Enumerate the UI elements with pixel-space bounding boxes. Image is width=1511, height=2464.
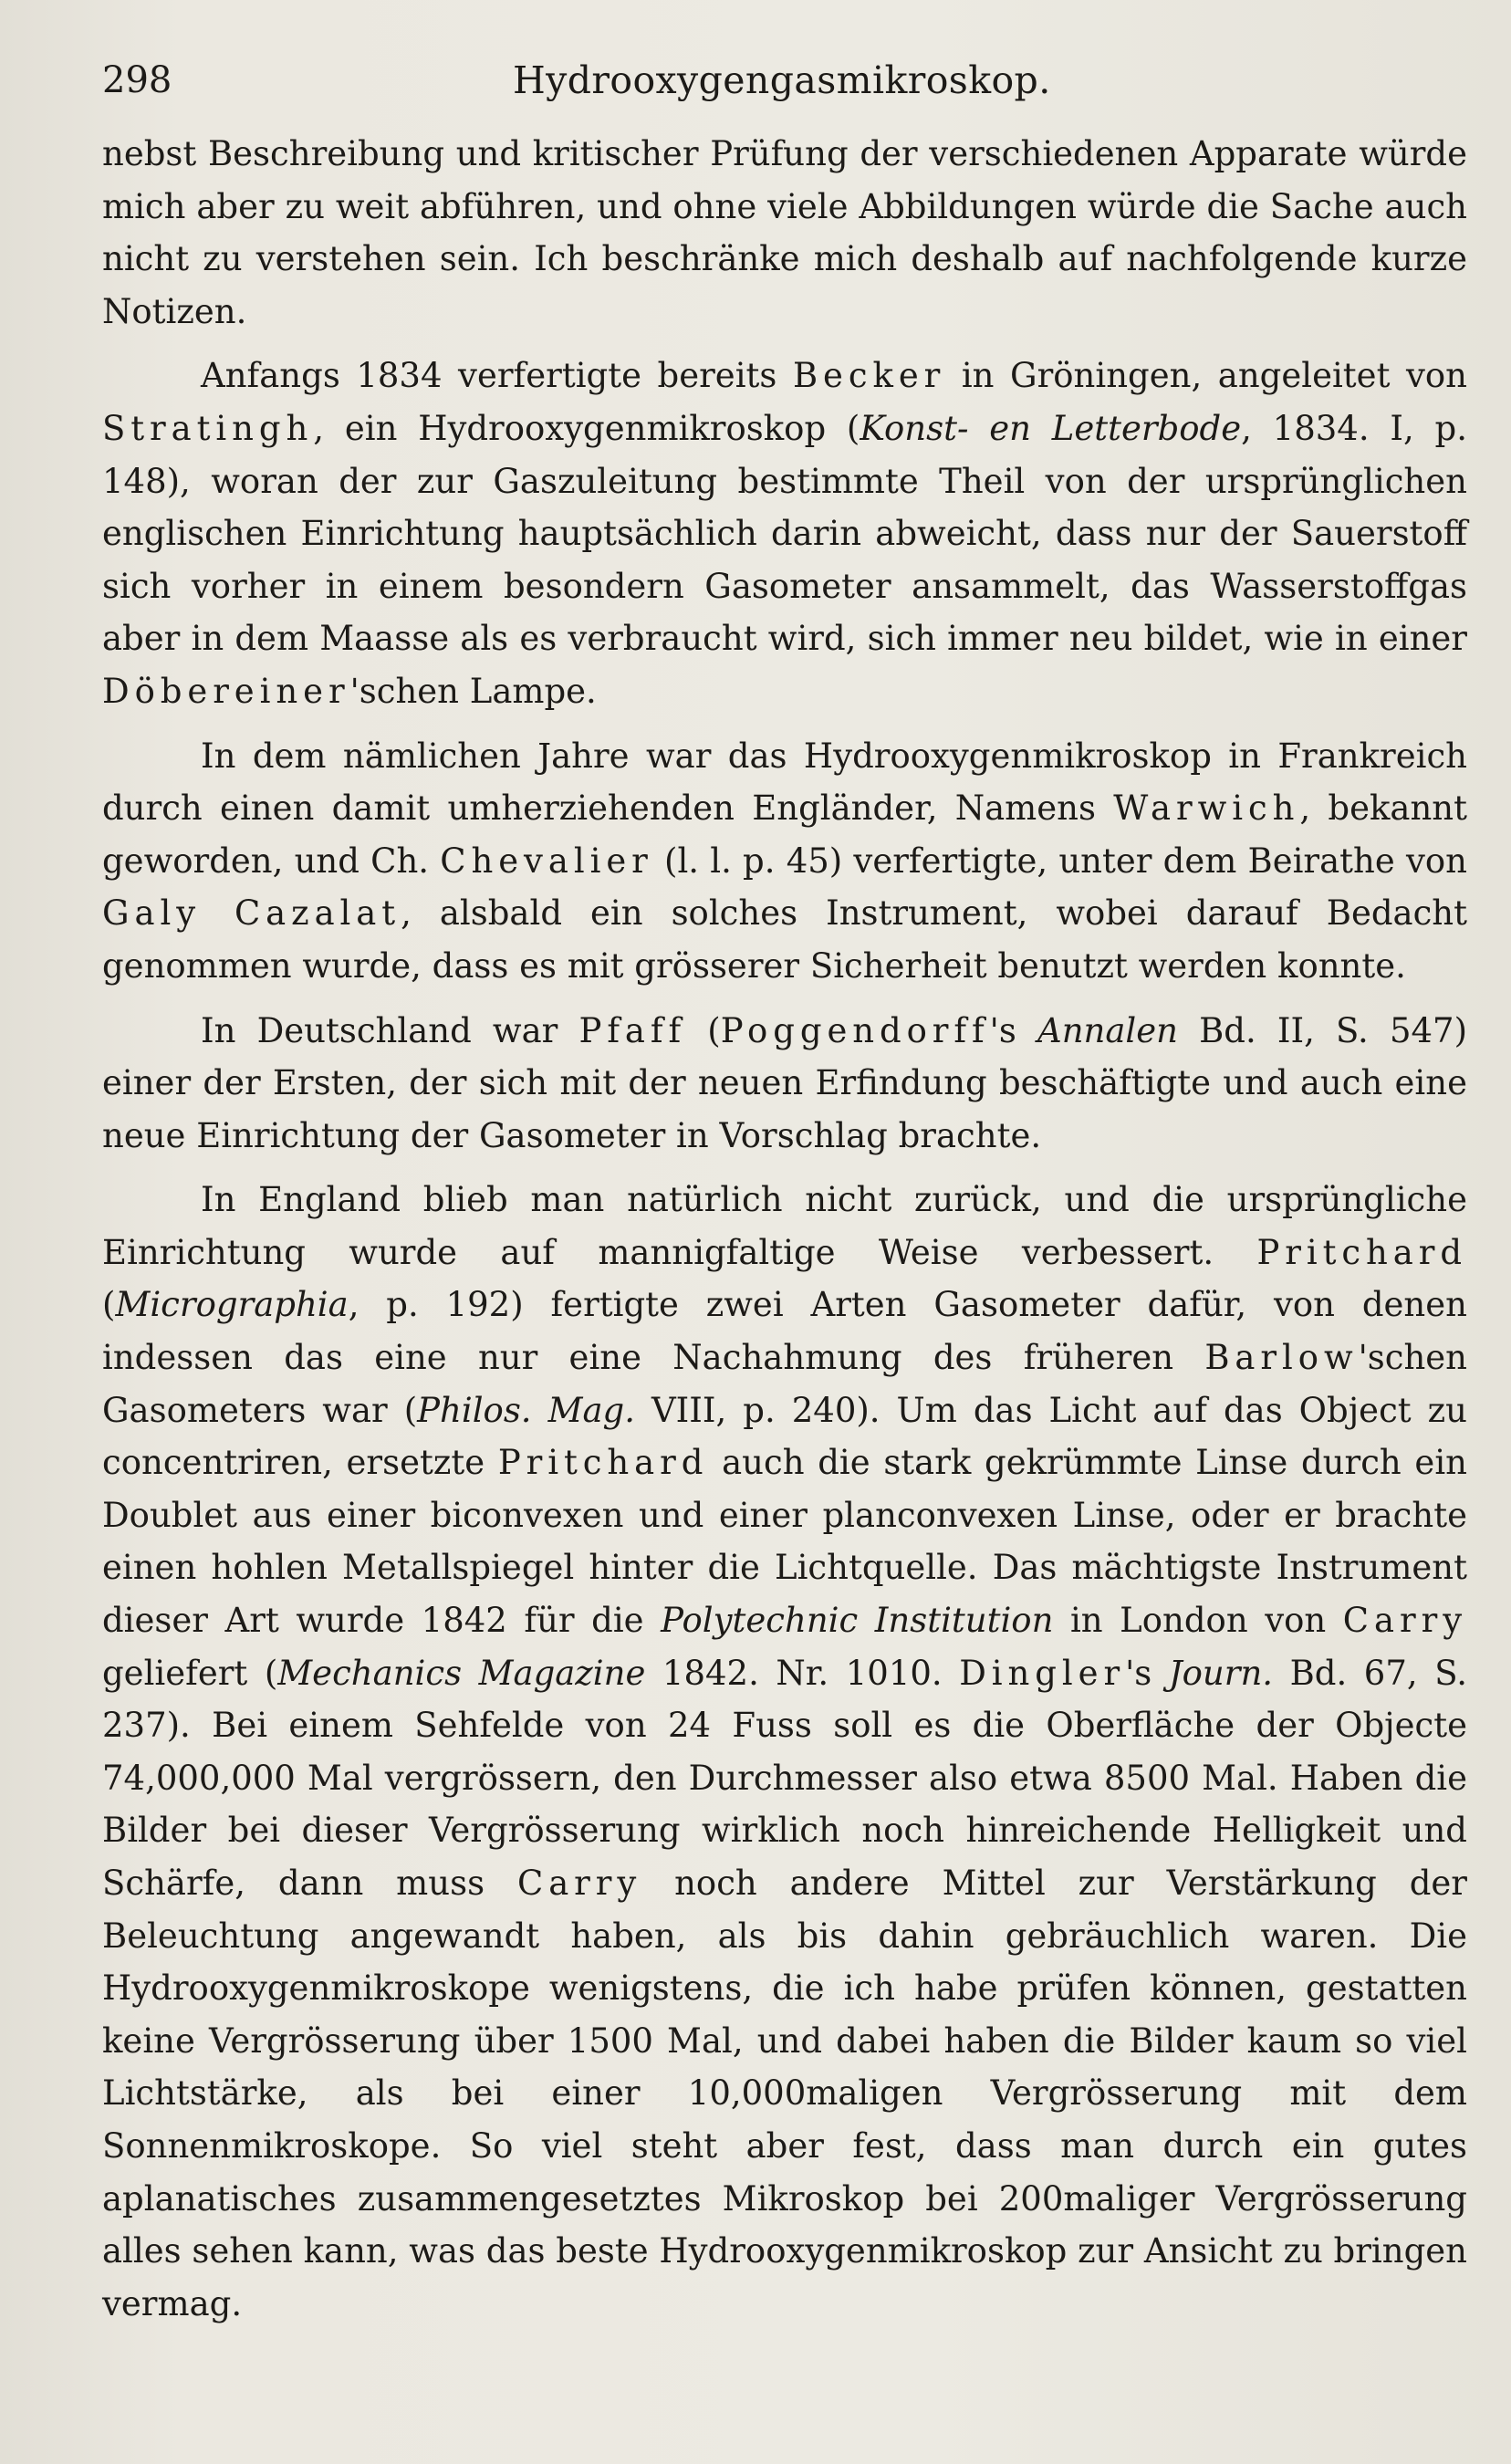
text-run: Anfangs 1834 verfertigte bereits	[201, 356, 793, 396]
text-run: In Deutschland war	[201, 1010, 579, 1050]
person-name: Stratingh	[102, 408, 314, 448]
paragraph-england	[102, 1174, 1467, 2330]
citation-title: Annalen	[1037, 1010, 1178, 1050]
text-run: In England blieb man natürlich nicht zurück, und die ursprüngliche Einrichtung wurde auf mannigfaltige Weise verbessert.	[102, 1180, 1467, 1272]
text-run: In dem nämlichen Jahre war das Hydrooxygenmikroskop in Frankreich durch einen damit umherziehenden Engländer, Namens	[102, 736, 1467, 829]
person-name: Poggendorff	[720, 1010, 990, 1050]
text-run: VIII, p. 240). Um das Licht auf das Object zu concentriren, ersetzte	[102, 1390, 1467, 1483]
text-run: (	[102, 1285, 116, 1325]
person-name: Döbereiner	[102, 671, 350, 711]
paragraph-continuation	[102, 128, 1467, 338]
text-run: (l. l. p. 45) verfertigte, unter dem Beirathe von	[652, 840, 1467, 881]
page-header	[102, 53, 1414, 108]
paragraph-germany	[102, 1005, 1467, 1163]
person-name: Pritchard	[497, 1443, 709, 1483]
text-run: in Gröningen, angeleitet von	[945, 356, 1467, 396]
running-title: Hydrooxygengasmikroskop.	[513, 58, 1051, 102]
text-run: Bd. 67, S. 237). Bei einem Sehfelde von 24 Fuss soll es die Oberfläche der Objecte 74,000,000 Mal vergrössern, den Durchmesser also etwa 8500 Mal. Haben die Bilder bei dieser Vergrösserung wirklich noch hinreichende Helligkeit und Schärfe, dann muss	[102, 1653, 1467, 1903]
text-run: auch die stark gekrümmte Linse durch ein Doublet aus einer biconvexen und einer planconvexen Linse, oder er brachte einen hohlen Metallspiegel hinter die Lichtquelle. Das mächtigste Instrument dieser Art wurde 1842 für die	[102, 1443, 1467, 1641]
citation-title: Philos. Mag.	[417, 1390, 635, 1430]
person-name: Galy Cazalat	[102, 893, 401, 934]
citation-title: Mechanics Magazine	[277, 1653, 646, 1693]
text-run: , bekannt geworden, und Ch.	[102, 788, 1467, 881]
text-run: , alsbald ein solches Instrument, wobei darauf Bedacht genommen wurde, dass es mit grösserer Sicherheit benutzt werden konnte.	[102, 893, 1468, 986]
body-text	[102, 128, 1467, 2342]
text-run: 'schen Lampe.	[349, 671, 597, 711]
person-name: Carry	[516, 1864, 642, 1903]
person-name: Chevalier	[440, 840, 653, 881]
paragraph-text: nebst Beschreibung und kritischer Prüfung der verschiedenen Apparate würde mich aber zu weit abführen, und ohne viele Abbildungen würde die Sache auch nicht zu verstehen sein. Ich beschränke mich deshalb auf nachfolgende kurze Notizen.	[102, 134, 1467, 331]
text-run: 'schen Gasometers war (	[102, 1338, 1467, 1430]
person-name: Becker	[792, 356, 946, 396]
person-name: Dingler	[959, 1653, 1126, 1693]
citation-title: Journ.	[1168, 1653, 1274, 1693]
person-name: Barlow	[1204, 1338, 1359, 1378]
person-name: Pritchard	[1256, 1232, 1467, 1272]
text-run: in London von	[1053, 1601, 1343, 1641]
text-run: , p. 192) fertigte zwei Arten Gasometer dafür, von denen indessen das eine nur eine Nachahmung des früheren	[102, 1285, 1467, 1378]
paragraph-france	[102, 730, 1467, 993]
text-run: 's	[989, 1010, 1037, 1050]
text-run: , ein Hydrooxygenmikroskop (	[313, 408, 860, 448]
citation-title: Polytechnic Institution	[661, 1601, 1054, 1641]
text-run: 's	[1125, 1653, 1169, 1693]
page-number: 298	[102, 59, 172, 101]
paragraph-becker	[102, 350, 1467, 717]
citation-title: Konst- en Letterbode	[860, 408, 1242, 448]
text-run: (	[686, 1010, 721, 1050]
citation-title: Micrographia	[115, 1285, 349, 1325]
text-run: Bd. II, S. 547) einer der Ersten, der sich mit der neuen Erfindung beschäftigte und auch eine neue Einrichtung der Gasometer in Vorschlag brachte.	[102, 1010, 1468, 1155]
text-run: noch andere Mittel zur Verstärkung der Beleuchtung angewandt haben, als bis dahin gebräuchlich waren. Die Hydrooxygenmikroskope wenigstens, die ich habe prüfen können, gestatten keine Vergrösserung über 1500 Mal, und dabei haben die Bilder kaum so viel Lichtstärke, als bei einer 10,000maligen Vergrösserung mit dem Sonnenmikroskope. So viel steht aber fest, dass man durch ein gutes aplanatisches zusammengesetztes Mikroskop bei 200maliger Vergrösserung alles sehen kann, was das beste Hydrooxygenmikroskop zur Ansicht zu bringen vermag.	[102, 1864, 1467, 2323]
text-run: , 1834. I, p. 148), woran der zur Gaszuleitung bestimmte Theil von der ursprünglichen englischen Einrichtung hauptsächlich darin abweicht, dass nur der Sauerstoff sich vorher in einem besondern Gasometer ansammelt, das Wasserstoffgas aber in dem Maasse als es verbraucht wird, sich immer neu bildet, wie in einer	[102, 408, 1467, 659]
text-run: 1842. Nr. 1010.	[645, 1653, 960, 1693]
person-name: Carry	[1342, 1601, 1468, 1641]
person-name: Pfaff	[578, 1010, 687, 1050]
text-run: geliefert (	[102, 1653, 278, 1693]
person-name: Warwich	[1113, 788, 1300, 829]
